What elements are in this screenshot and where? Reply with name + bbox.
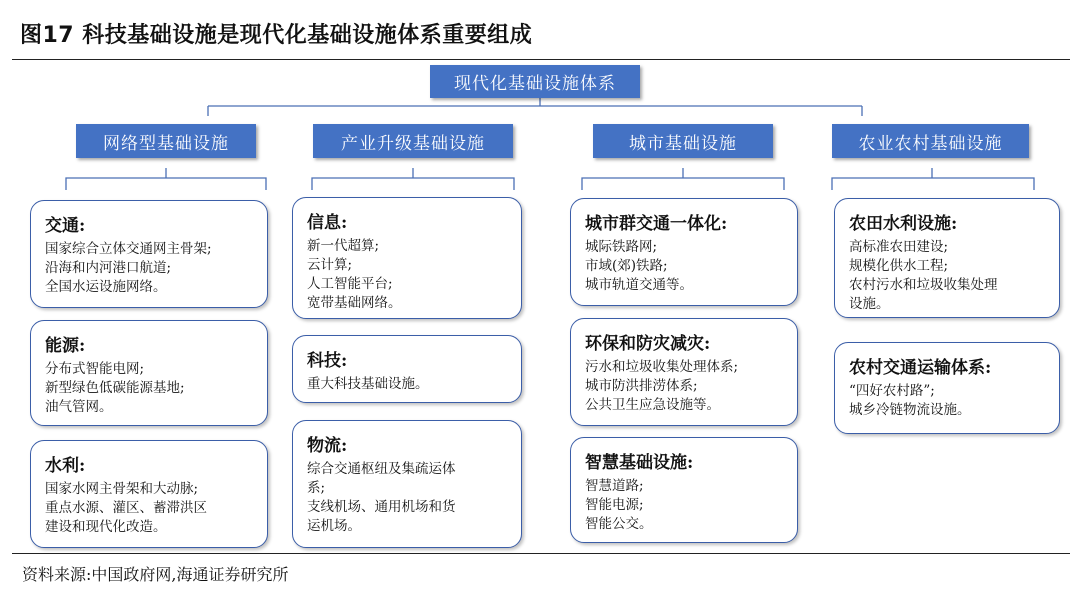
card-title: 农村交通运输体系:: [849, 358, 992, 378]
card-water: [30, 440, 268, 548]
card-line: 重点水源、灌区、蓄滞洪区: [45, 500, 207, 516]
card-science: [292, 335, 522, 403]
card-title: 智慧基础设施:: [585, 453, 694, 473]
card-line: 重大科技基础设施。: [307, 376, 429, 392]
source-note: 资料来源:中国政府网,海通证券研究所: [22, 565, 289, 584]
card-line: 城市轨道交通等。: [585, 277, 693, 293]
card-transport: [30, 200, 268, 308]
card-rural-transport: [834, 342, 1060, 434]
card-line: 运机场。: [307, 518, 361, 534]
card-line: 人工智能平台;: [307, 276, 393, 292]
card-title: 城市群交通一体化:: [585, 214, 728, 234]
card-title: 物流:: [307, 436, 348, 456]
card-line: 智能公交。: [585, 516, 653, 532]
card-title: 环保和防灾减灾:: [585, 334, 711, 354]
card-title: 科技:: [307, 351, 348, 371]
card-line: 综合交通枢纽及集疏运体: [307, 461, 456, 477]
card-line: 智慧道路;: [585, 478, 644, 494]
card-line: 全国水运设施网络。: [45, 279, 167, 295]
card-line: 城市防洪排涝体系;: [585, 378, 698, 394]
bottom-rule: [12, 553, 1070, 554]
card-title: 能源:: [45, 336, 86, 356]
card-line: 新型绿色低碳能源基地;: [45, 380, 185, 396]
card-line: 国家综合立体交通网主骨架;: [45, 241, 212, 257]
card-title: 水利:: [45, 456, 86, 476]
card-line: 国家水网主骨架和大动脉;: [45, 481, 199, 497]
card-line: 宽带基础网络。: [307, 295, 402, 311]
card-line: 农村污水和垃圾收集处理: [849, 277, 998, 293]
category-rural: 农业农村基础设施: [832, 124, 1029, 158]
card-environment: [570, 318, 798, 426]
category-industry: 产业升级基础设施: [313, 124, 513, 158]
category-network: 网络型基础设施: [76, 124, 256, 158]
card-smart: [570, 437, 798, 543]
card-line: 建设和现代化改造。: [45, 519, 167, 535]
card-title: 交通:: [45, 216, 86, 236]
card-line: 高标准农田建设;: [849, 239, 949, 255]
card-line: 城乡冷链物流设施。: [849, 402, 971, 418]
figure-title: 图17 科技基础设施是现代化基础设施体系重要组成: [20, 23, 533, 48]
category-urban: 城市基础设施: [593, 124, 773, 158]
card-line: “四好农村路”;: [849, 383, 935, 399]
card-energy: [30, 320, 268, 426]
card-title: 信息:: [307, 213, 348, 233]
card-line: 分布式智能电网;: [45, 361, 145, 377]
card-line: 规模化供水工程;: [849, 258, 949, 274]
card-line: 支线机场、通用机场和货: [307, 499, 456, 515]
root-node: 现代化基础设施体系: [430, 65, 640, 98]
card-line: 公共卫生应急设施等。: [585, 397, 720, 413]
card-title: 农田水利设施:: [849, 214, 958, 234]
card-line: 市域(郊)铁路;: [585, 258, 668, 274]
card-line: 新一代超算;: [307, 238, 380, 254]
card-line: 城际铁路网;: [585, 239, 658, 255]
card-logistics: [292, 420, 522, 548]
card-information: [292, 197, 522, 319]
card-line: 设施。: [849, 296, 890, 312]
card-line: 污水和垃圾收集处理体系;: [585, 359, 739, 375]
card-line: 系;: [307, 480, 326, 496]
card-line: 油气管网。: [45, 399, 113, 415]
card-urban-transport: [570, 198, 798, 306]
card-farmland: [834, 198, 1060, 318]
card-line: 智能电源;: [585, 497, 644, 513]
card-line: 沿海和内河港口航道;: [45, 260, 172, 276]
card-line: 云计算;: [307, 257, 353, 273]
